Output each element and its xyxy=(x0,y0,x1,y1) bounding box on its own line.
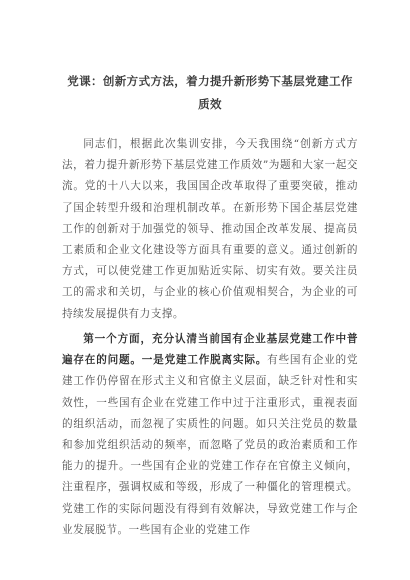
section-one-body: 有些国有企业的党建工作仍停留在形式主义和官僚主义层面，缺乏针对性和实效性，一些国有企业在党建工作中过于注重形式，重视表面的组织活动，而忽视了实质性的问题。如只关注党员的数量和参加党组织活动的频率，而忽略了党员的政治素质和工作能力的提升。一些国有企业的党建工作存在官僚主义倾向，注重程序，强调权威和等级，形成了一种僵化的管理模式。党建工作的实际问题没有得到有效解决，导致党建工作与企业发展脱节。一些国有企业的党建工作 xyxy=(62,354,359,536)
document-title: 党课：创新方式方法，着力提升新形势下基层党建工作质效 xyxy=(67,74,353,111)
section-one-paragraph xyxy=(62,329,358,541)
section-one-heading: 第一个方面，充分认清当前国有企业基层党建工作中普遍存在的问题。一是党建工作脱离实际。 xyxy=(62,333,358,367)
intro-paragraph: 同志们，根据此次集训安排，今天我围绕“创新方式方法，着力提升新形势下基层党建工作质效”为题和大家一起交流。党的十八大以来，我国国企改革取得了重要突破，推动了国企转型升级和治理机制改革。在新形势下国企基层党建工作的创新对于加强党的领导、推动国企改革发展、提高员工素质和企业文化建设等方面具有重要的意义。通过创新的方式，可以使党建工作更加贴近实际、切实有效。要关注员工的需求和关切，与企业的核心价值观相契合，为企业的可持续发展提供有力支撑。 xyxy=(62,138,358,320)
